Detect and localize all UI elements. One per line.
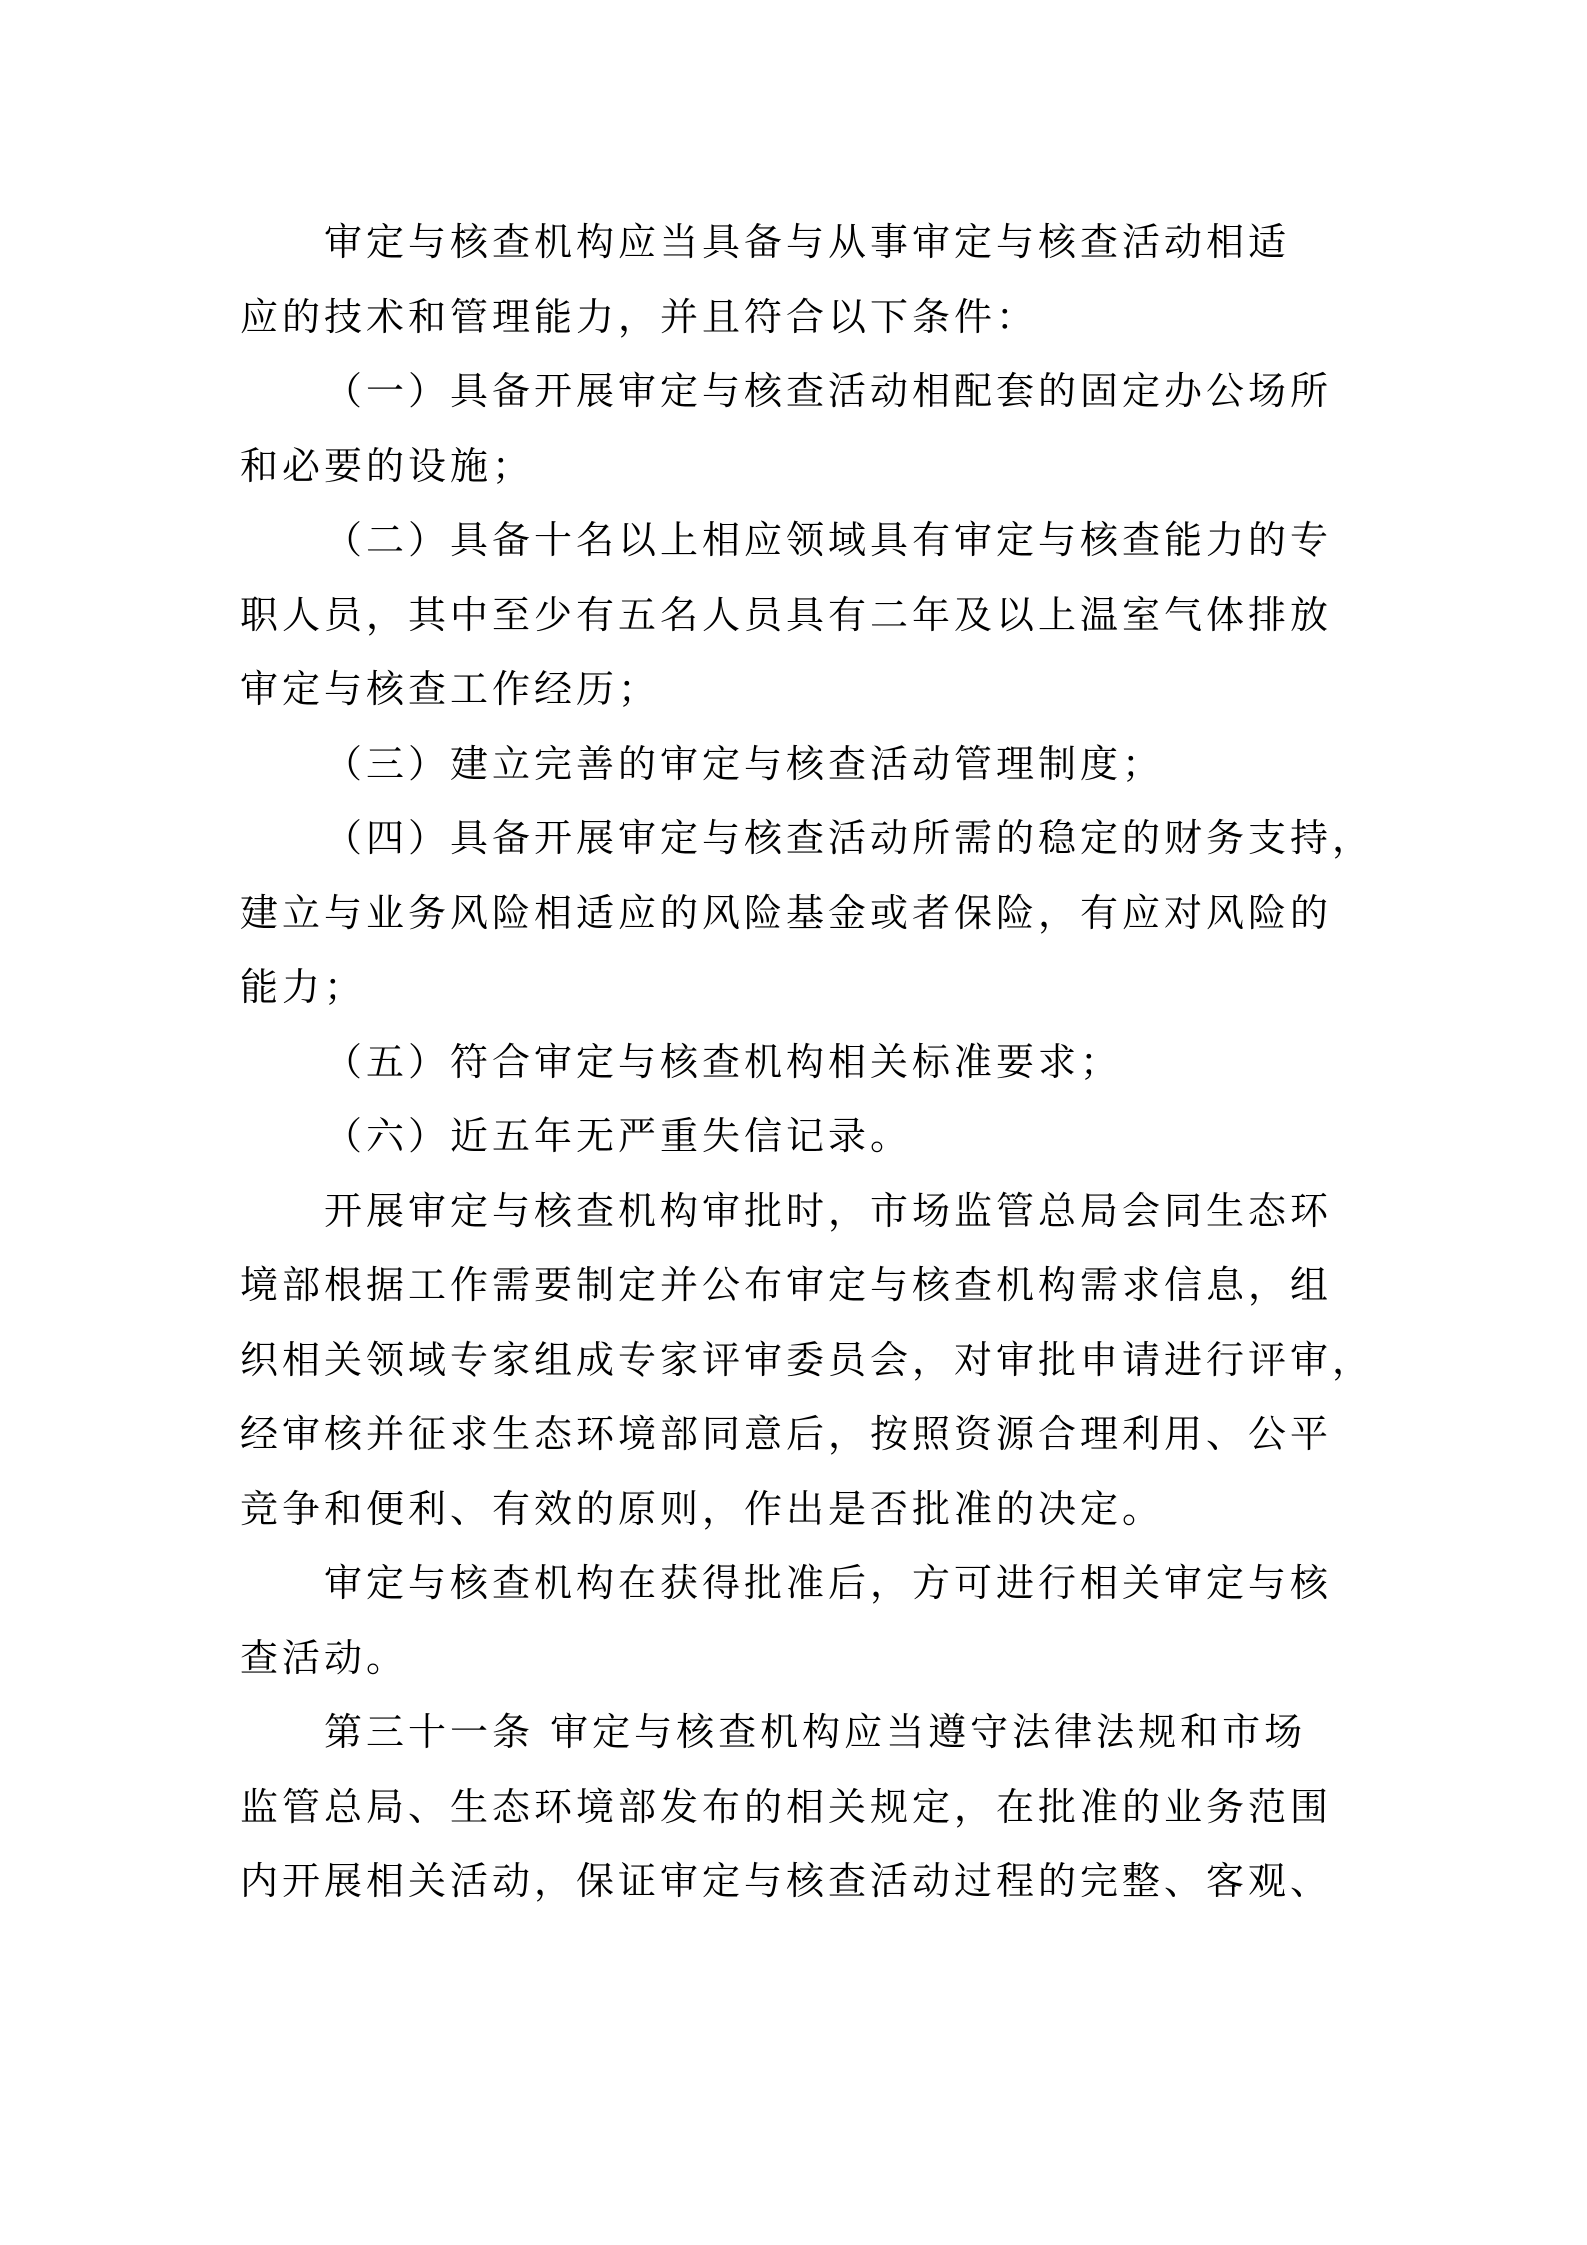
document-body: [240, 205, 1375, 1919]
article-line: 监管总局、生态环境部发布的相关规定，在批准的业务范围: [240, 1784, 1333, 1829]
list-item-line: （一）具备开展审定与核查活动相配套的固定办公场所: [324, 369, 1333, 413]
list-item-line: （六）近五年无严重失信记录。: [324, 1114, 913, 1158]
list-item-line: （四）具备开展审定与核查活动所需的稳定的财务支持，: [324, 816, 1375, 860]
list-item-line: （五）符合审定与核查机构相关标准要求；: [324, 1039, 1123, 1084]
paragraph-line: 应的技术和管理能力，并且符合以下条件：: [240, 294, 1039, 339]
article-line: 内开展相关活动，保证审定与核查活动过程的完整、客观、: [240, 1859, 1333, 1903]
list-item-line: 建立与业务风险相适应的风险基金或者保险，有应对风险的: [240, 890, 1333, 935]
list-item-line: 和必要的设施；: [240, 443, 535, 488]
list-item-line: （二）具备十名以上相应领域具有审定与核查能力的专: [324, 518, 1333, 562]
article-line: 第三十一条 审定与核查机构应当遵守法律法规和市场: [324, 1710, 1307, 1754]
list-item-line: （三）建立完善的审定与核查活动管理制度；: [324, 741, 1165, 786]
paragraph-line: 审定与核查机构应当具备与从事审定与核查活动相适: [324, 220, 1291, 264]
paragraph-line: 织相关领域专家组成专家评审委员会，对审批申请进行评审，: [240, 1337, 1375, 1382]
paragraph-line: 开展审定与核查机构审批时，市场监管总局会同生态环: [324, 1188, 1333, 1233]
paragraph-line: 境部根据工作需要制定并公布审定与核查机构需求信息，组: [240, 1263, 1333, 1307]
list-item-line: 职人员，其中至少有五名人员具有二年及以上温室气体排放: [240, 592, 1333, 637]
paragraph-line: 审定与核查机构在获得批准后，方可进行相关审定与核: [324, 1561, 1333, 1605]
paragraph-line: 竞争和便利、有效的原则，作出是否批准的决定。: [240, 1486, 1165, 1531]
paragraph-line: 查活动。: [240, 1635, 409, 1680]
list-item-line: 能力；: [240, 965, 367, 1009]
paragraph-line: 经审核并征求生态环境部同意后，按照资源合理利用、公平: [240, 1412, 1333, 1456]
list-item-line: 审定与核查工作经历；: [240, 667, 661, 711]
